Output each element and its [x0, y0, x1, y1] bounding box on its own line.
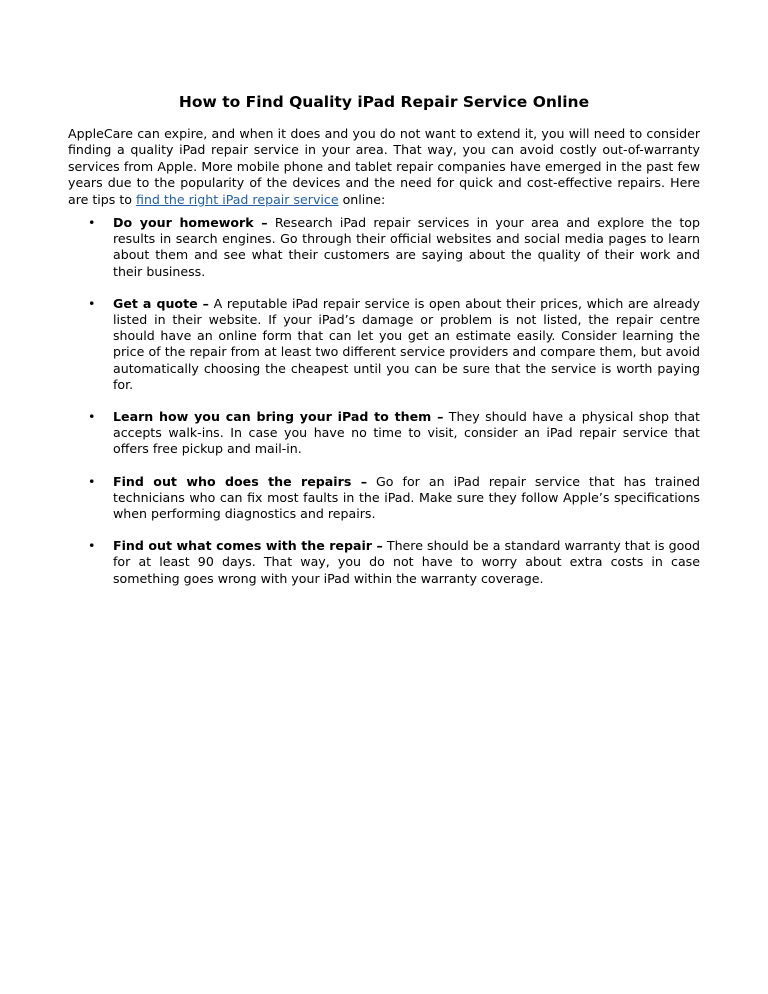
tips-list: [68, 215, 700, 603]
intro-paragraph: [68, 126, 700, 208]
bullet-icon: •: [88, 473, 96, 489]
repair-service-link[interactable]: find the right iPad repair service: [136, 191, 339, 207]
document-title: How to Find Quality iPad Repair Service Online: [178, 93, 590, 111]
tip-heading: Find out what comes with the repair –: [113, 538, 383, 554]
list-item: [68, 538, 700, 587]
tip-heading: Do your homework –: [113, 215, 268, 230]
bullet-icon: •: [88, 409, 96, 425]
list-item: [68, 474, 700, 523]
intro-text-after-link: online:: [338, 191, 386, 207]
tip-body: Research iPad repair services in your area and explore the top results in search engines. Go through their official websites and social media pages to learn about them and see what their customers are saying about the quality of their work and their business.: [113, 215, 700, 279]
tip-heading: Learn how you can bring your iPad to them –: [113, 409, 444, 425]
list-item: [68, 296, 700, 393]
tip-body: They should have a physical shop that accepts walk-ins. In case you have no time to visit, consider an iPad repair service that offers free pickup and mail-in.: [113, 409, 700, 457]
tip-body: Go for an iPad repair service that has trained technicians who can fix most faults in the iPad. Make sure they follow Apple’s specifications when performing diagnostics and repairs.: [113, 473, 700, 522]
tip-heading: Find out who does the repairs –: [113, 473, 368, 489]
bullet-icon: •: [88, 538, 96, 554]
intro-text-before-link: AppleCare can expire, and when it does and you do not want to extend it, you will need to consider finding a quality iPad repair service in your area. That way, you can avoid costly out-of-warranty services from Apple. More mobile phone and tablet repair companies have emerged in the past few years due to the popularity of the devices and the need for quick and cost-effective repairs. Here are tips to: [68, 126, 700, 207]
tip-heading: Get a quote –: [113, 295, 209, 311]
list-item: [68, 215, 700, 280]
tip-body: There should be a standard warranty that is good for at least 90 days. That way, you do not have to worry about extra costs in case something goes wrong with your iPad within the warranty coverage.: [113, 538, 700, 586]
bullet-icon: •: [88, 215, 96, 230]
bullet-icon: •: [88, 295, 96, 311]
tip-body: A reputable iPad repair service is open about their prices, which are already listed in their website. If your iPad’s damage or problem is not listed, the repair centre should have an online form that can let you get an estimate easily. Consider learning the price of the repair from at least two different service providers and compare them, but avoid automatically choosing the cheapest until you can be sure that the service is worth paying for.: [113, 295, 700, 392]
list-item: [68, 409, 700, 458]
